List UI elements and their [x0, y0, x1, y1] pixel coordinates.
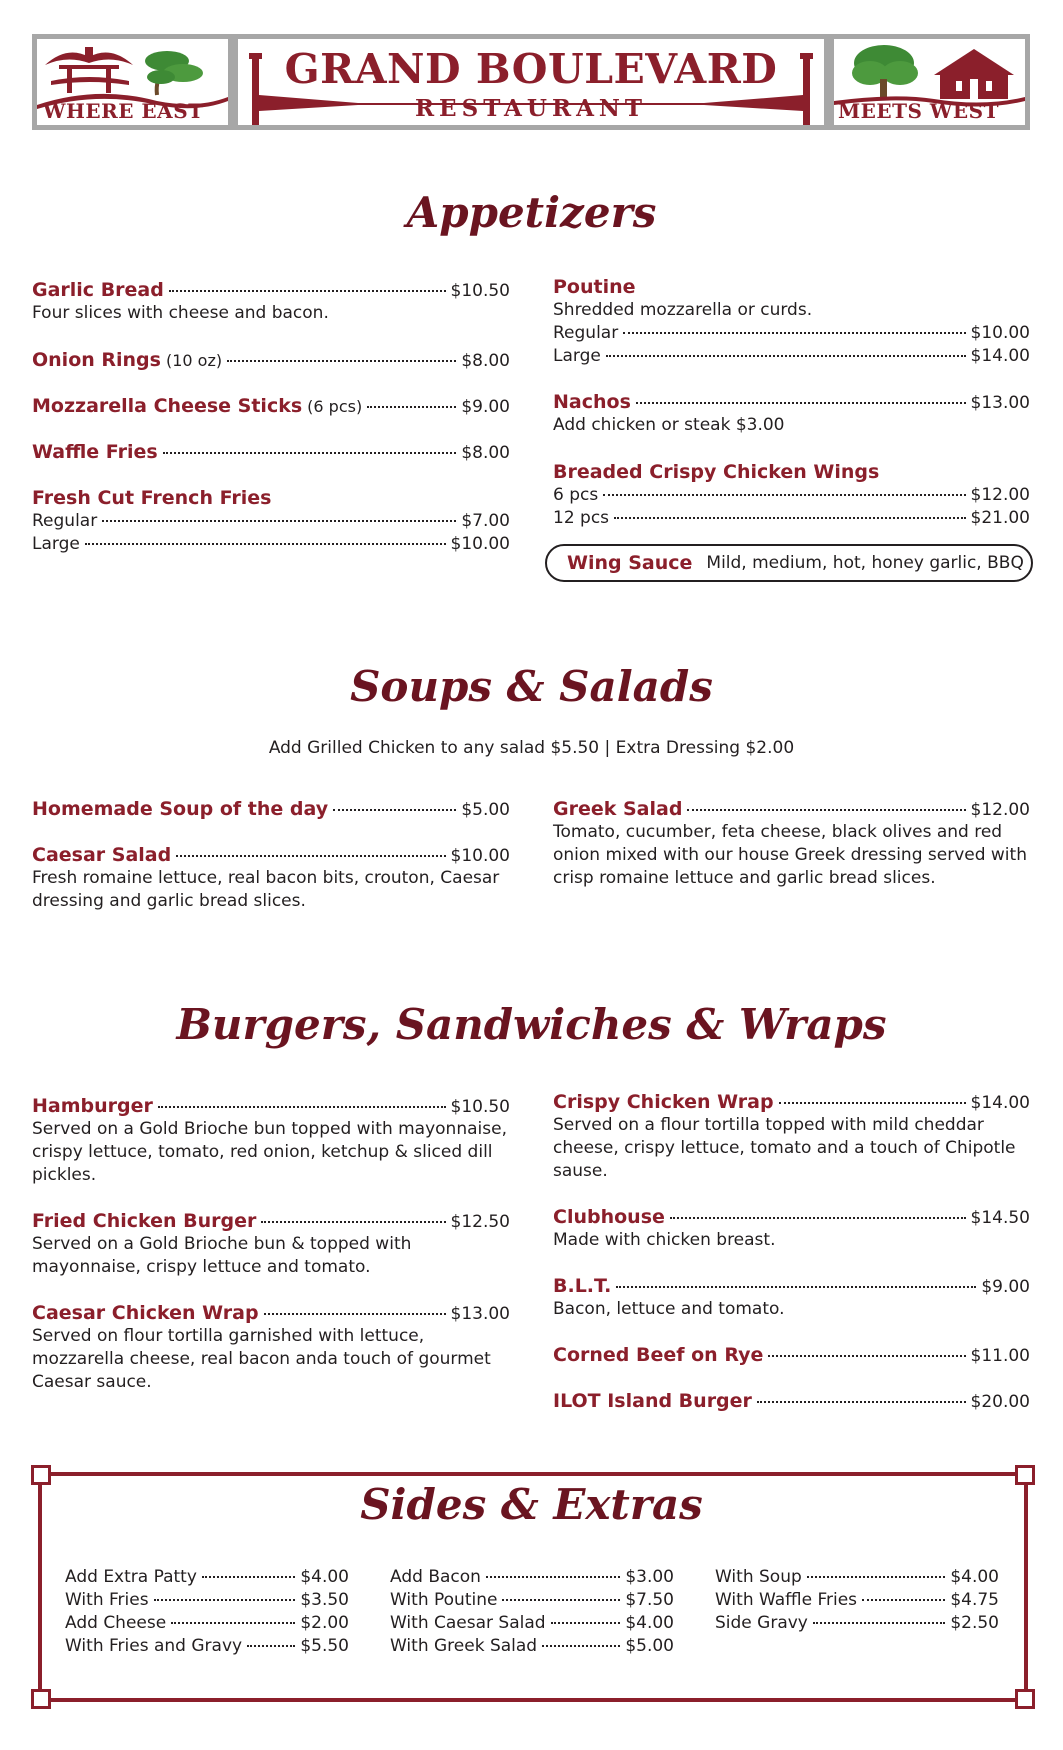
option-price: $10.00 [450, 534, 510, 554]
item-description: Add chicken or steak $3.00 [553, 415, 785, 435]
leader-dots [779, 1102, 966, 1104]
side-label: With Waffle Fries [715, 1590, 858, 1610]
option-price: $14.00 [970, 346, 1030, 366]
item-price: $13.00 [450, 1304, 510, 1324]
where-east-panel [37, 39, 228, 125]
option-price: $21.00 [970, 508, 1030, 528]
leader-dots [768, 1355, 965, 1357]
side-price: $4.00 [300, 1567, 349, 1587]
item-price: $10.50 [450, 281, 510, 301]
menu-item [553, 1091, 1030, 1183]
menu-item [553, 276, 1030, 368]
side-price: $4.00 [950, 1567, 999, 1587]
item-price: $10.00 [450, 846, 510, 866]
item-price: $13.00 [970, 393, 1030, 413]
leader-dots [616, 1286, 976, 1288]
side-row [65, 1589, 349, 1612]
option-price: $12.00 [970, 485, 1030, 505]
leader-dots [176, 855, 445, 857]
item-name: Clubhouse [553, 1206, 665, 1228]
leader-dots [542, 1645, 620, 1647]
side-row [715, 1589, 999, 1612]
item-name: Garlic Bread [32, 279, 164, 301]
sides-column-2 [390, 1566, 674, 1658]
item-name: Hamburger [32, 1095, 153, 1117]
frame-corner-ornament [31, 1689, 51, 1709]
side-price: $3.00 [625, 1567, 674, 1587]
wing-sauce-box [545, 544, 1033, 582]
menu-item [553, 1206, 1030, 1252]
burgers-title: Burgers, Sandwiches & Wraps [176, 1000, 887, 1049]
leader-dots [163, 452, 457, 454]
item-price: $11.00 [970, 1346, 1030, 1366]
leader-dots [264, 1313, 446, 1315]
item-description: Served on a Gold Brioche bun & topped with mayonnaise, crispy lettuce and tomato. [32, 1234, 412, 1277]
item-price: $5.00 [461, 800, 510, 820]
option-label: Large [553, 346, 601, 366]
item-price: $14.00 [970, 1093, 1030, 1113]
item-description: Bacon, lettuce and tomato. [553, 1299, 785, 1319]
item-description: Shredded mozzarella or curds. [553, 300, 813, 320]
item-description: Served on flour tortilla garnished with lettuce, mozzarella cheese, real bacon anda touch of gourmet Caesar sauce. [32, 1326, 491, 1392]
side-label: Add Extra Patty [65, 1567, 197, 1587]
item-description: Four slices with cheese and bacon. [32, 303, 329, 323]
item-qualifier: (6 pcs) [307, 397, 363, 416]
item-price: $12.00 [970, 800, 1030, 820]
menu-item [32, 279, 510, 325]
soups-salads-note: Add Grilled Chicken to any salad $5.50 | Extra Dressing $2.00 [268, 738, 795, 758]
menu-item [553, 1275, 1030, 1321]
item-name: Greek Salad [553, 798, 683, 820]
item-name: Breaded Crispy Chicken Wings [553, 461, 880, 483]
menu-item [32, 798, 510, 821]
item-name: Caesar Chicken Wrap [32, 1302, 259, 1324]
item-name: Waffle Fries [32, 441, 158, 463]
item-description: Served on a flour tortilla topped with mild cheddar cheese, crispy lettuce, tomato and a touch of Chipotle sause. [553, 1115, 1016, 1181]
leader-dots [367, 406, 456, 408]
menu-item [553, 391, 1030, 437]
menu-item [32, 1095, 510, 1187]
side-price: $7.50 [625, 1590, 674, 1610]
item-name: Poutine [553, 276, 636, 298]
menu-item [32, 349, 510, 372]
sides-column-1 [65, 1566, 349, 1658]
leader-dots [261, 1221, 445, 1223]
item-description: Served on a Gold Brioche bun topped with mayonnaise, crispy lettuce, tomato, red onion, ketchup & sliced dill pickles. [32, 1119, 507, 1185]
leader-dots [486, 1576, 620, 1578]
item-price: $9.00 [981, 1277, 1030, 1297]
item-name: ILOT Island Burger [553, 1390, 752, 1412]
leader-dots [247, 1645, 295, 1647]
leader-dots [202, 1576, 295, 1578]
item-name: B.L.T. [553, 1275, 612, 1297]
side-label: With Greek Salad [390, 1636, 538, 1656]
restaurant-name-panel [238, 39, 824, 125]
item-name: Fresh Cut French Fries [32, 487, 272, 509]
option-label: Large [32, 534, 80, 554]
leader-dots [227, 360, 456, 362]
leader-dots [687, 809, 965, 811]
side-label: With Poutine [390, 1590, 498, 1610]
item-qualifier: (10 oz) [165, 351, 223, 370]
item-name: Onion Rings [32, 349, 161, 371]
menu-item [32, 487, 510, 556]
item-price: $8.00 [461, 351, 510, 371]
option-price: $10.00 [970, 323, 1030, 343]
leader-dots [102, 520, 456, 522]
restaurant-subtitle: RESTAURANT [414, 95, 648, 122]
where-east-tag: WHERE EAST [43, 99, 204, 123]
sides-extras-title: Sides & Extras [360, 1480, 703, 1529]
side-label: With Caesar Salad [390, 1613, 546, 1633]
side-label: With Fries and Gravy [65, 1636, 243, 1656]
wing-sauce-label: Wing Sauce [567, 552, 693, 574]
leader-dots [813, 1622, 945, 1624]
side-price: $4.00 [625, 1613, 674, 1633]
item-description: Made with chicken breast. [553, 1230, 776, 1250]
option-label: 12 pcs [553, 508, 610, 528]
side-label: Add Bacon [390, 1567, 481, 1587]
side-row [65, 1566, 349, 1589]
item-name: Mozzarella Cheese Sticks [32, 395, 303, 417]
leader-dots [169, 290, 446, 292]
item-price: $8.00 [461, 443, 510, 463]
side-row [390, 1566, 674, 1589]
menu-item [553, 461, 1030, 530]
frame-corner-ornament [1015, 1689, 1035, 1709]
menu-item [32, 1210, 510, 1279]
menu-item [553, 1344, 1030, 1367]
item-description: Tomato, cucumber, feta cheese, black olives and red onion mixed with our house Greek dressing served with crisp romaine lettuce and garlic bread slices. [553, 822, 1027, 888]
side-row [65, 1635, 349, 1658]
side-label: Add Cheese [65, 1613, 167, 1633]
leader-dots [614, 517, 965, 519]
option-price: $7.00 [461, 511, 510, 531]
leader-dots [171, 1622, 295, 1624]
side-row [390, 1612, 674, 1635]
leader-dots [862, 1599, 945, 1601]
side-price: $4.75 [950, 1590, 999, 1610]
side-label: With Soup [715, 1567, 802, 1587]
leader-dots [158, 1106, 446, 1108]
leader-dots [623, 332, 965, 334]
leader-dots [757, 1401, 966, 1403]
item-name: Homemade Soup of the day [32, 798, 329, 820]
side-row [390, 1589, 674, 1612]
item-name: Fried Chicken Burger [32, 1210, 257, 1232]
item-name: Nachos [553, 391, 631, 413]
side-price: $2.50 [950, 1613, 999, 1633]
appetizers-title: Appetizers [406, 188, 657, 237]
item-price: $10.50 [450, 1097, 510, 1117]
side-price: $5.50 [300, 1636, 349, 1656]
item-price: $20.00 [970, 1392, 1030, 1412]
leader-dots [636, 402, 966, 404]
option-label: Regular [32, 511, 98, 531]
sides-column-3 [715, 1566, 999, 1635]
soups-salads-title: Soups & Salads [350, 662, 713, 711]
side-row [390, 1635, 674, 1658]
leader-dots [333, 809, 456, 811]
meets-west-tag: MEETS WEST [838, 99, 999, 123]
menu-item [32, 844, 510, 913]
side-label: Side Gravy [715, 1613, 808, 1633]
side-row [715, 1612, 999, 1635]
menu-item [32, 1302, 510, 1394]
option-label: 6 pcs [553, 485, 599, 505]
item-name: Crispy Chicken Wrap [553, 1091, 774, 1113]
wing-sauce-options: Mild, medium, hot, honey garlic, BBQ [706, 553, 1024, 573]
menu-item [553, 798, 1030, 890]
leader-dots [85, 543, 446, 545]
side-price: $3.50 [300, 1590, 349, 1610]
menu-item [32, 441, 510, 464]
restaurant-name: GRAND BOULEVARD [284, 45, 778, 93]
item-name: Caesar Salad [32, 844, 172, 866]
item-price: $12.50 [450, 1212, 510, 1232]
leader-dots [154, 1599, 296, 1601]
leader-dots [606, 355, 966, 357]
item-price: $9.00 [461, 397, 510, 417]
menu-item [553, 1390, 1030, 1413]
item-description: Fresh romaine lettuce, real bacon bits, crouton, Caesar dressing and garlic bread slices. [32, 868, 500, 911]
side-row [715, 1566, 999, 1589]
leader-dots [551, 1622, 621, 1624]
side-row [65, 1612, 349, 1635]
header-banner [32, 34, 1030, 130]
side-label: With Fries [65, 1590, 149, 1610]
leader-dots [670, 1217, 966, 1219]
leader-dots [807, 1576, 946, 1578]
side-price: $5.00 [625, 1636, 674, 1656]
menu-item [32, 395, 510, 418]
option-label: Regular [553, 323, 619, 343]
leader-dots [603, 494, 965, 496]
item-name: Corned Beef on Rye [553, 1344, 764, 1366]
meets-west-panel [834, 39, 1025, 125]
side-price: $2.00 [300, 1613, 349, 1633]
item-price: $14.50 [970, 1208, 1030, 1228]
leader-dots [502, 1599, 620, 1601]
